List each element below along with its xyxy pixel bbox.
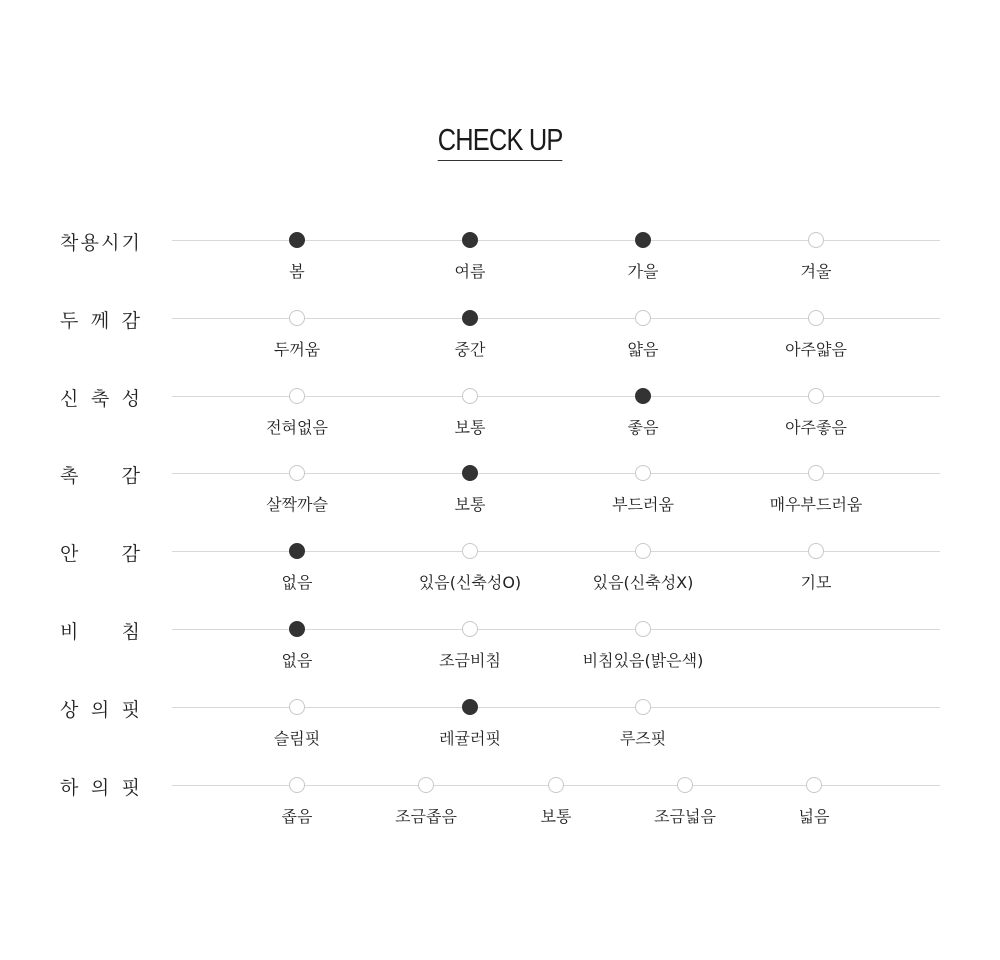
- row-label: [60, 773, 140, 799]
- check-row: [0, 231, 1000, 300]
- selected-dot: [462, 699, 478, 715]
- row-label: [60, 461, 140, 487]
- scale-line: [172, 396, 940, 397]
- unselected-dot: [808, 465, 824, 481]
- check-row: [0, 464, 1000, 533]
- selected-dot: [462, 232, 478, 248]
- row-label: [60, 384, 140, 410]
- unselected-dot: [808, 543, 824, 559]
- option-label: 있음(신축성O): [418, 573, 522, 592]
- option-label: 중간: [454, 340, 486, 359]
- row-label-char: 상: [60, 698, 79, 721]
- row-label-char: 촉: [60, 464, 79, 487]
- scale-line: [172, 551, 940, 552]
- option-label: 슬림핏: [273, 729, 321, 748]
- title-area: [0, 122, 1000, 161]
- unselected-dot: [289, 388, 305, 404]
- selected-dot: [635, 388, 651, 404]
- selected-dot: [289, 543, 305, 559]
- check-row: [0, 776, 1000, 845]
- row-label-char: 하: [60, 776, 79, 799]
- option-label: 비침있음(밝은색): [582, 651, 704, 670]
- row-label-char: 의: [90, 698, 110, 721]
- row-label-char: 침: [121, 620, 140, 643]
- row-label: [60, 228, 140, 254]
- option-label: 좋음: [627, 418, 659, 437]
- option-label: 가을: [627, 262, 659, 281]
- option-label: 보통: [540, 807, 572, 826]
- option-label: 넓음: [798, 807, 830, 826]
- scale-line: [172, 318, 940, 319]
- row-label-char: 시: [101, 231, 120, 254]
- unselected-dot: [635, 465, 651, 481]
- unselected-dot: [462, 621, 478, 637]
- option-label: 레귤러핏: [439, 729, 501, 748]
- row-label-char: 께: [90, 309, 110, 332]
- unselected-dot: [808, 310, 824, 326]
- selected-dot: [462, 310, 478, 326]
- option-label: 없음: [281, 573, 313, 592]
- option-label: 부드러움: [612, 495, 674, 514]
- row-label-char: 감: [121, 309, 140, 332]
- option-label: 조금좁음: [395, 807, 457, 826]
- option-label: 살짝까슬: [266, 495, 328, 514]
- unselected-dot: [289, 310, 305, 326]
- unselected-dot: [462, 388, 478, 404]
- page-title: CHECK UP: [438, 122, 563, 161]
- check-row: [0, 387, 1000, 456]
- selected-dot: [289, 232, 305, 248]
- row-label-char: 기: [121, 231, 140, 254]
- option-label: 얇음: [627, 340, 659, 359]
- unselected-dot: [635, 699, 651, 715]
- scale-line: [172, 473, 940, 474]
- unselected-dot: [808, 388, 824, 404]
- unselected-dot: [635, 310, 651, 326]
- selected-dot: [289, 621, 305, 637]
- selected-dot: [462, 465, 478, 481]
- row-label-char: 신: [60, 387, 79, 410]
- option-label: 있음(신축성X): [592, 573, 694, 592]
- option-label: 조금넓음: [654, 807, 716, 826]
- unselected-dot: [677, 777, 693, 793]
- row-label-char: 비: [60, 620, 79, 643]
- check-row: [0, 620, 1000, 689]
- row-label: [60, 539, 140, 565]
- option-label: 봄: [289, 262, 305, 281]
- option-label: 매우부드러움: [769, 495, 863, 514]
- check-row: [0, 698, 1000, 767]
- scale-line: [172, 240, 940, 241]
- row-label: [60, 617, 140, 643]
- option-label: 아주얇음: [785, 340, 847, 359]
- row-label-char: 축: [90, 387, 110, 410]
- row-label-char: 착: [60, 231, 79, 254]
- unselected-dot: [289, 699, 305, 715]
- row-label-char: 감: [121, 464, 140, 487]
- unselected-dot: [635, 543, 651, 559]
- option-label: 전혀없음: [266, 418, 328, 437]
- option-label: 좁음: [281, 807, 313, 826]
- unselected-dot: [462, 543, 478, 559]
- option-label: 여름: [454, 262, 486, 281]
- option-label: 기모: [800, 573, 832, 592]
- row-label-char: 감: [121, 542, 140, 565]
- row-label-char: 용: [80, 231, 99, 254]
- option-label: 아주좋음: [785, 418, 847, 437]
- unselected-dot: [289, 465, 305, 481]
- unselected-dot: [808, 232, 824, 248]
- row-label-char: 두: [60, 309, 79, 332]
- row-label-char: 핏: [121, 776, 140, 799]
- row-label-char: 의: [90, 776, 110, 799]
- option-label: 조금비침: [439, 651, 501, 670]
- option-label: 두꺼움: [273, 340, 321, 359]
- scale-line: [172, 629, 940, 630]
- row-label: [60, 695, 140, 721]
- unselected-dot: [548, 777, 564, 793]
- unselected-dot: [289, 777, 305, 793]
- option-label: 없음: [281, 651, 313, 670]
- option-label: 보통: [454, 495, 486, 514]
- scale-line: [172, 707, 940, 708]
- unselected-dot: [635, 621, 651, 637]
- selected-dot: [635, 232, 651, 248]
- unselected-dot: [806, 777, 822, 793]
- option-label: 보통: [454, 418, 486, 437]
- row-label: [60, 306, 140, 332]
- unselected-dot: [418, 777, 434, 793]
- check-row: [0, 542, 1000, 611]
- option-label: 겨울: [800, 262, 832, 281]
- row-label-char: 핏: [121, 698, 140, 721]
- option-label: 루즈핏: [619, 729, 667, 748]
- row-label-char: 안: [60, 542, 79, 565]
- row-label-char: 성: [121, 387, 140, 410]
- check-row: [0, 309, 1000, 378]
